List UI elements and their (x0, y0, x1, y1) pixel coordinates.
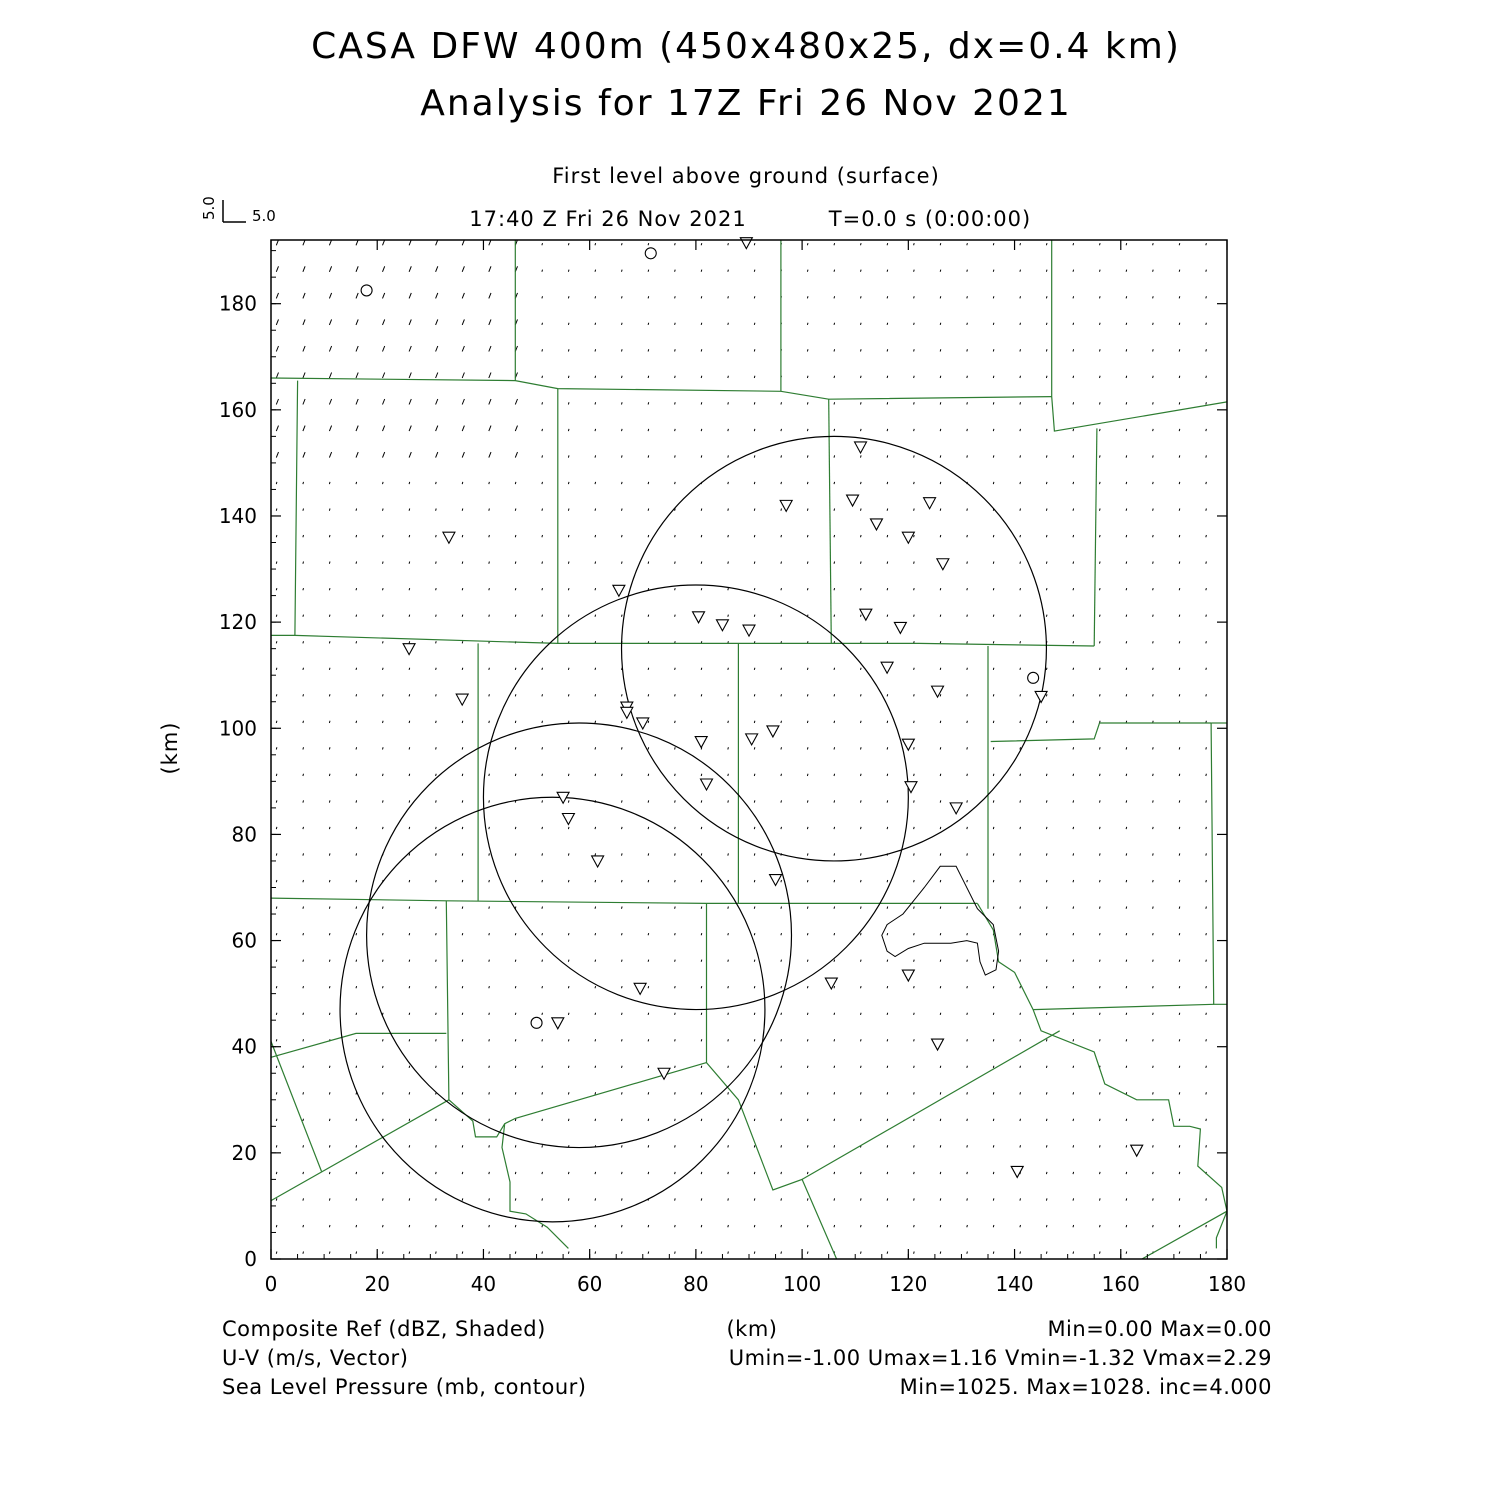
lake-shoreline (882, 866, 999, 975)
x-tick-label: 100 (783, 1272, 822, 1296)
county-line (1052, 240, 1227, 431)
elapsed-time-label: T=0.0 s (0:00:00) (828, 207, 1032, 231)
county-line (1211, 723, 1227, 1004)
x-tick-label: 40 (470, 1272, 497, 1296)
station-triangle (637, 718, 649, 729)
station-triangle (894, 622, 906, 633)
y-tick-label: 140 (218, 503, 257, 528)
footer-right-1: Min=0.00 Max=0.00 (1047, 1317, 1272, 1341)
station-triangle (847, 495, 859, 506)
county-line (271, 378, 1052, 399)
county-line (1142, 1211, 1227, 1259)
county-line (446, 901, 706, 1137)
footer-right-3: Min=1025. Max=1028. inc=4.000 (899, 1375, 1272, 1399)
county-line (707, 903, 837, 1259)
title-line-1: CASA DFW 400m (450x480x25, dx=0.4 km) (311, 26, 1181, 67)
county-line (1094, 428, 1097, 646)
station-circle (531, 1017, 542, 1028)
footer-right-2: Umin=-1.00 Umax=1.16 Vmin=-1.32 Vmax=2.29 (728, 1346, 1272, 1370)
x-tick-label: 180 (1207, 1272, 1247, 1296)
x-axis-unit: (km) (726, 1317, 778, 1341)
station-triangle (881, 662, 893, 673)
x-tick-label: 60 (576, 1272, 603, 1296)
station-triangle (770, 875, 782, 886)
y-axis-unit: (km) (158, 721, 182, 775)
vector-key (200, 196, 276, 225)
station-triangle (701, 779, 713, 790)
station-triangle (716, 620, 728, 631)
station-triangle (950, 803, 962, 814)
y-tick-label: 0 (244, 1247, 257, 1271)
station-triangle (902, 970, 914, 981)
footer-left-1: Composite Ref (dBZ, Shaded) (222, 1317, 546, 1341)
wind-vector-field (276, 240, 1206, 1254)
y-tick-label: 120 (218, 610, 257, 635)
county-line (271, 1100, 449, 1201)
y-tick-label: 160 (218, 397, 257, 422)
x-tick-label: 20 (364, 1272, 390, 1296)
station-triangle (743, 625, 755, 636)
station-triangle (695, 737, 707, 748)
y-tick-label: 100 (218, 716, 257, 741)
station-triangle (1011, 1166, 1023, 1177)
station-triangle (870, 519, 882, 530)
station-triangle (592, 856, 604, 867)
x-tick-label: 120 (889, 1272, 928, 1296)
level-label: First level above ground (surface) (552, 164, 940, 188)
station-triangle (634, 983, 646, 994)
x-tick-label: 0 (264, 1272, 278, 1296)
county-line (991, 723, 1211, 742)
county-boundaries (271, 240, 1227, 1259)
county-line (802, 1031, 1060, 1180)
plot-frame (271, 240, 1227, 1259)
station-circle (361, 285, 372, 296)
x-tick-label: 80 (683, 1272, 709, 1296)
x-tick-label: 140 (995, 1272, 1034, 1296)
station-triangle (1035, 691, 1047, 702)
station-triangle (443, 532, 455, 543)
title-line-2: Analysis for 17Z Fri 26 Nov 2021 (420, 83, 1072, 124)
x-tick-label: 160 (1101, 1272, 1140, 1296)
county-line (271, 898, 977, 903)
y-tick-label: 180 (218, 291, 257, 316)
y-tick-label: 20 (231, 1140, 257, 1165)
county-line (271, 381, 298, 636)
station-triangle (456, 694, 468, 705)
station-circle (1028, 672, 1039, 683)
station-triangle (1131, 1145, 1143, 1156)
station-triangle (932, 686, 944, 697)
y-tick-label: 40 (231, 1034, 257, 1059)
station-triangle (902, 532, 914, 543)
station-triangle (855, 442, 867, 453)
y-tick-label: 60 (231, 928, 257, 953)
lake-outline (882, 866, 999, 975)
station-triangle (825, 978, 837, 989)
station-triangle (780, 500, 792, 511)
station-triangle (403, 644, 415, 655)
station-triangle (562, 813, 574, 824)
station-triangle (932, 1039, 944, 1050)
station-triangle (860, 609, 872, 620)
station-circle (645, 248, 656, 259)
county-line (1033, 1004, 1214, 1009)
y-tick-label: 80 (231, 822, 257, 847)
station-triangle (693, 612, 705, 623)
station-triangle (905, 782, 917, 793)
valid-time-label: 17:40 Z Fri 26 Nov 2021 (469, 207, 747, 231)
axis-ticks (219, 240, 1246, 1296)
footer-left-2: U-V (m/s, Vector) (222, 1346, 409, 1370)
station-triangle (924, 498, 936, 509)
station-triangle (552, 1018, 564, 1029)
radar-range-ring (622, 436, 1047, 861)
county-line (271, 1033, 446, 1057)
county-line (271, 1041, 322, 1171)
station-triangle (902, 739, 914, 750)
vector-key-u-label: 5.0 (252, 207, 276, 225)
station-triangle (746, 734, 758, 745)
station-triangle (937, 559, 949, 570)
footer-left-3: Sea Level Pressure (mb, contour) (222, 1375, 587, 1399)
vector-key-v-label: 5.0 (200, 196, 218, 220)
station-triangle (613, 585, 625, 596)
wind-vector (276, 240, 1206, 1254)
station-triangle (767, 726, 779, 737)
